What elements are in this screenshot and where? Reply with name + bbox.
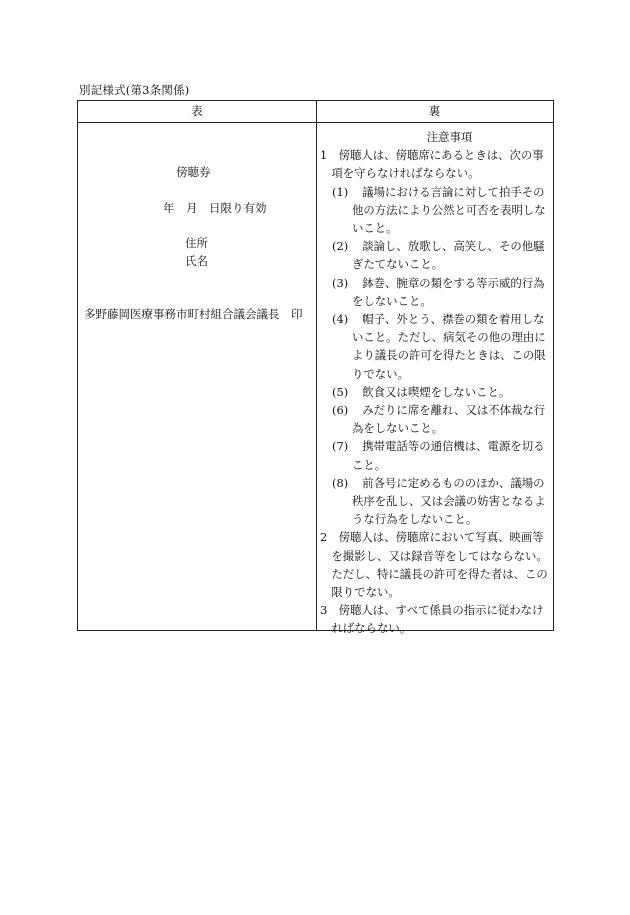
note-subitem xyxy=(330,310,551,383)
back-notes xyxy=(318,128,551,638)
note-subitem xyxy=(330,383,551,401)
notes-list xyxy=(318,146,551,637)
form-caption: 別記様式(第3条関係) xyxy=(79,83,190,97)
note-subitem-text: 携帯電話等の通信機は、電源を切ること。 xyxy=(352,439,545,472)
note-item xyxy=(318,528,551,601)
note-subitem xyxy=(330,274,551,310)
note-item xyxy=(318,601,551,637)
note-item-text: 3 傍聴人は、すべて係員の指示に従わなければならない。 xyxy=(320,603,544,636)
note-item-text: 2 傍聴人は、傍聴席において写真、映画等を撮影し、又は録音等をしてはならない。ただし、特に議長の許可を得た者は、この限りでない。 xyxy=(320,530,548,600)
note-subitem-number: (8) xyxy=(332,475,349,490)
ticket-form-table xyxy=(77,100,554,636)
note-subitem-text: 議場における言論に対して拍手その他の方法により公然と可否を表明しないこと。 xyxy=(352,184,546,236)
header-front: 表 xyxy=(191,104,203,118)
note-subitem-number: (5) xyxy=(332,384,349,399)
note-subitem-text: 前各号に定めるもののほか、議場の秩序を乱し、又は会議の妨害となるような行為をしないこと。 xyxy=(352,475,546,527)
note-subitem-number: (1) xyxy=(332,184,349,199)
note-subitem xyxy=(330,401,551,437)
note-item-text: 1 傍聴人は、傍聴席にあるときは、次の事項を守らなければならない。 xyxy=(320,148,544,181)
issuer-line: 多野藤岡医療事務市町村組合議会議長 印 xyxy=(84,307,303,321)
ticket-title: 傍聴券 xyxy=(176,165,211,179)
note-subitem xyxy=(330,474,551,529)
name-label: 氏名 xyxy=(185,254,208,268)
note-subitem-text: 鉢巻、腕章の類をする等示威的行為をしないこと。 xyxy=(352,275,545,308)
note-subitem-number: (6) xyxy=(332,403,349,418)
note-item xyxy=(318,146,551,528)
validity-line: 年 月 日限り有効 xyxy=(163,201,267,215)
notes-title: 注意事項 xyxy=(426,130,473,144)
note-subitem-text: 飲食又は喫煙をしないこと。 xyxy=(362,384,511,399)
note-subitem-number: (4) xyxy=(332,312,349,327)
note-subitem-number: (2) xyxy=(332,239,349,254)
note-subitem-text: みだりに席を離れ、又は不体裁な行為をしないこと。 xyxy=(352,403,546,436)
header-back: 裏 xyxy=(428,104,441,118)
note-subitem-number: (3) xyxy=(332,275,349,290)
note-subitem xyxy=(330,183,551,238)
note-subitem-number: (7) xyxy=(332,439,349,454)
column-divider xyxy=(316,101,317,630)
note-subitem-text: 帽子、外とう、襟巻の類を着用しないこと。ただし、病気その他の理由により議長の許可を得たときは、この限りでない。 xyxy=(352,312,546,381)
address-label: 住所 xyxy=(185,236,208,250)
note-subitem xyxy=(330,437,551,473)
note-subitem xyxy=(330,237,551,273)
note-subitem-text: 談論し、放歌し、高笑し、その他騒ぎたてないこと。 xyxy=(352,239,545,272)
